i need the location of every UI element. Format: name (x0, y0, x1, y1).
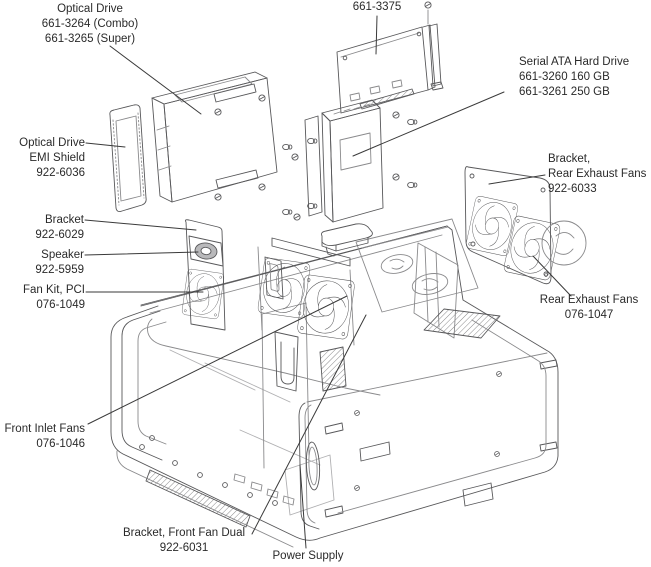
front-inlet-fan-right (297, 274, 355, 339)
emi-shield-drawing (110, 105, 146, 212)
leader-bracket-rear (489, 175, 545, 184)
front-intake-hole (305, 442, 320, 491)
label-power-supply: Power Supply (272, 550, 344, 562)
label-emi-shield: Optical Drive EMI Shield 922-6036 (19, 137, 85, 179)
label-sata-hard-drive: Serial ATA Hard Drive 661-3260 160 GB 661-3261 250 GB (519, 56, 630, 98)
leader-rear-fans (533, 256, 571, 296)
label-video-card: 661-3375 (352, 1, 402, 13)
leader-video-card (376, 16, 377, 54)
video-card-drawing (337, 2, 443, 113)
rear-fan-behind (542, 221, 586, 265)
leader-speaker (85, 252, 198, 255)
heatsink (320, 347, 346, 391)
leader-bracket (85, 220, 196, 230)
optical-drive-drawing (152, 72, 317, 215)
label-rear-exhaust-fans: Rear Exhaust Fans 076-1047 (539, 294, 639, 321)
label-optical-drive: Optical Drive 661-3264 (Combo) 661-3265 (Super) (41, 3, 139, 45)
rear-exhaust-fan-right (503, 215, 561, 281)
label-bracket: Bracket 922-6029 (35, 214, 84, 241)
leader-bracket-front-dual (252, 315, 366, 534)
label-front-inlet-fans: Front Inlet Fans 076-1046 (4, 423, 85, 450)
leader-emi-shield (86, 143, 125, 147)
label-bracket-front-fan-dual: Bracket, Front Fan Dual 922-6031 (122, 527, 246, 554)
front-panel-frame (122, 311, 166, 460)
leader-optical-drive (110, 46, 201, 114)
port-row (234, 474, 294, 505)
case-chassis-drawing (111, 226, 558, 547)
rear-exhaust-fan-left (465, 195, 518, 256)
rear-top-vent (424, 309, 500, 338)
label-speaker: Speaker 922-5959 (35, 249, 84, 276)
fan-bracket-channel (275, 332, 298, 391)
interior-dividers (262, 243, 458, 468)
label-fan-kit-pci: Fan Kit, PCI 076-1049 (23, 284, 85, 311)
label-bracket-rear-exhaust: Bracket, Rear Exhaust Fans 922-6033 (548, 153, 647, 195)
